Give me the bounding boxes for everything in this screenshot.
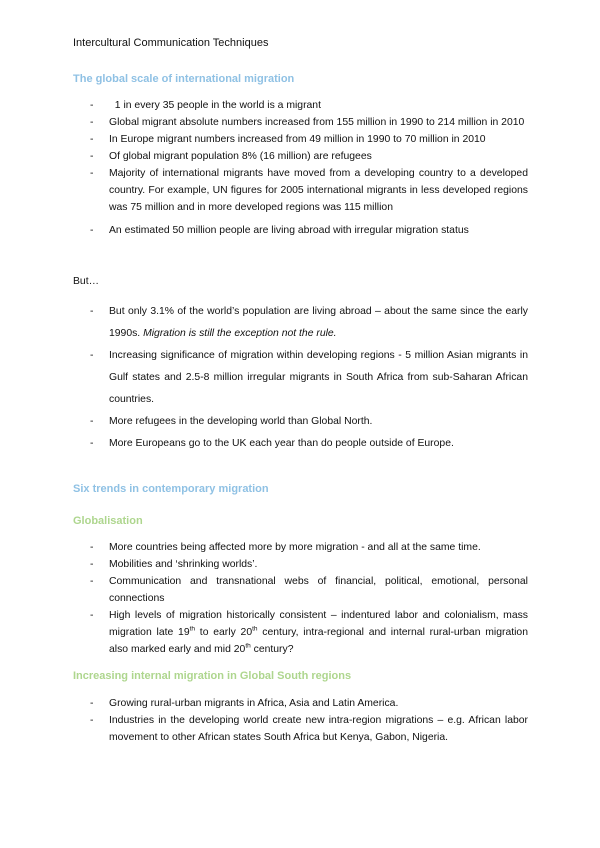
list-item: - More refugees in the developing world than Global North.: [73, 411, 528, 433]
superscript: th: [189, 625, 196, 633]
list-item: - Communication and transnational webs of financial, political, emotional, personal connections: [73, 573, 528, 607]
section-heading-six-trends: Six trends in contemporary migration: [73, 483, 269, 495]
list-item: - Majority of international migrants have moved from a developing country to a developed country. For example, UN figures for 2005 international migrants in less developed regions was 75 million and in more developed regions was 115 million: [73, 165, 528, 216]
superscript: th: [245, 642, 251, 650]
superscript: th: [252, 625, 258, 633]
list-item-text: But only 3.1% of the world’s population are living abroad – about the same since the early 1990s.: [109, 306, 528, 339]
bullet-list-internal-migration: [73, 695, 528, 746]
list-item: - Industries in the developing world create new intra-region migrations – e.g. African labor movement to other African states South Africa but Kenya, Gabon, Nigeria.: [73, 712, 528, 746]
list-item: - Of global migrant population 8% (16 million) are refugees: [73, 148, 528, 165]
page-header: Intercultural Communication Techniques: [73, 37, 269, 49]
list-item: - More countries being affected more by more migration - and all at the same time.: [73, 539, 528, 556]
list-item-text: High levels of migration historically consistent – indentured labor and colonialism, mass migration late 19: [109, 610, 528, 638]
bullet-list-but: [73, 301, 528, 455]
list-item-text: century, intra-regional and internal rural-urban migration also marked early and mid 20: [109, 627, 528, 655]
list-item-text: century?: [250, 644, 294, 655]
subheading-globalisation: Globalisation: [73, 515, 143, 527]
list-item: - An estimated 50 million people are living abroad with irregular migration status: [73, 222, 528, 239]
subheading-internal-migration: Increasing internal migration in Global South regions: [73, 670, 352, 682]
bullet-list-globalisation: [73, 539, 528, 658]
list-item: - Global migrant absolute numbers increased from 155 million in 1990 to 214 million in 2010: [73, 114, 528, 131]
list-item: - In Europe migrant numbers increased from 49 million in 1990 to 70 million in 2010: [73, 131, 528, 148]
list-item: [73, 301, 528, 345]
bullet-list-global-scale: [73, 97, 528, 239]
list-item: - Increasing significance of migration within developing regions - 5 million Asian migrants in Gulf states and 2.5-8 million irregular migrants in South Africa from sub-Saharan African countries.: [73, 345, 528, 411]
list-item: - Mobilities and ‘shrinking worlds’.: [73, 556, 528, 573]
list-item-text: to early 20: [195, 627, 253, 638]
list-item: - More Europeans go to the UK each year than do people outside of Europe.: [73, 433, 528, 455]
list-item: [73, 607, 528, 658]
section-heading-global-scale: The global scale of international migration: [73, 73, 295, 85]
list-item: - 1 in every 35 people in the world is a migrant: [73, 97, 528, 114]
but-label: But…: [73, 276, 99, 287]
list-item: - Growing rural-urban migrants in Africa, Asia and Latin America.: [73, 695, 528, 712]
list-item-emphasis: Migration is still the exception not the rule.: [143, 328, 337, 339]
